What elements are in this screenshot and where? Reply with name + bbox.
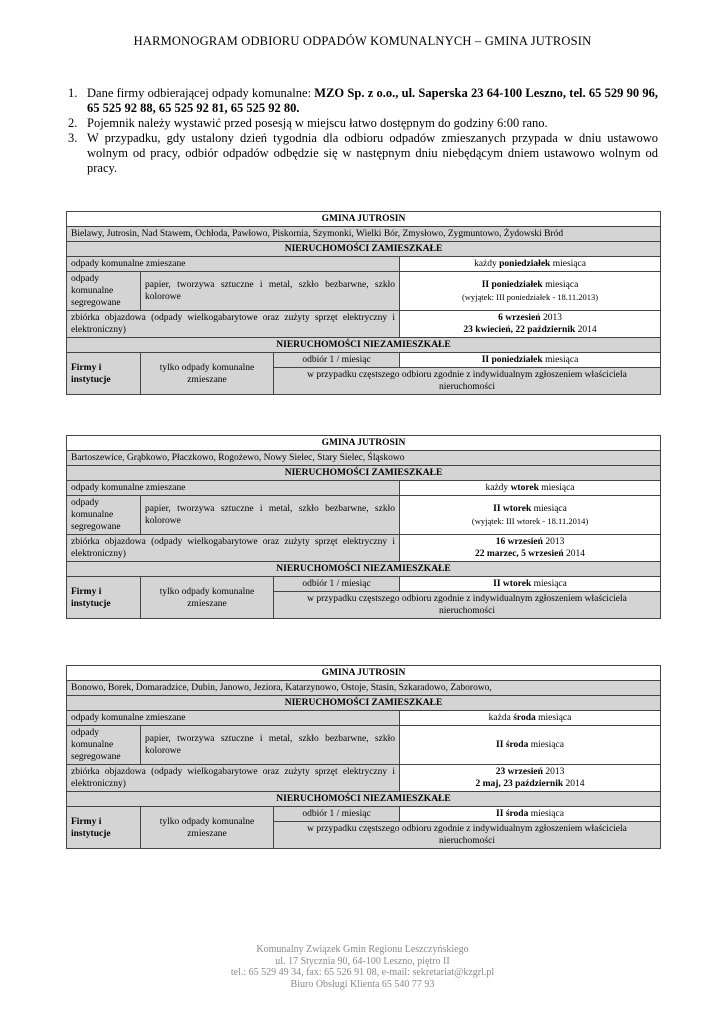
schedule-day: środa bbox=[513, 713, 536, 723]
footer-address: ul. 17 Stycznia 90, 64-100 Leszno, piętro II bbox=[275, 955, 450, 967]
bulky-waste-dates bbox=[400, 535, 661, 562]
schedule-day: II poniedziałek bbox=[481, 355, 543, 365]
bulky-waste-label: zbiórka objazdowa (odpady wielkogabarytowe oraz zużyty sprzęt elektryczny i elektroniczny) bbox=[67, 535, 400, 562]
schedule-table bbox=[66, 211, 661, 395]
frequent-collection-note: w przypadku częstszego odbioru zgodnie z indywidualnym zgłoszeniem właściciela nieruchomości bbox=[274, 822, 661, 849]
schedule-prefix: każdy bbox=[485, 483, 511, 493]
firms-label: Firmy i instytucje bbox=[67, 807, 141, 849]
village-list: Bonowo, Borek, Domaradzice, Dubin, Janowo, Jeziora, Katarzynowo, Ostoje, Stasin, Szkaradowo, Zaborowo, bbox=[67, 681, 661, 696]
bulky-year: 2014 bbox=[575, 325, 597, 335]
frequent-collection-note: w przypadku częstszego odbioru zgodnie z indywidualnym zgłoszeniem właściciela nieruchomości bbox=[274, 592, 661, 619]
collection-frequency: odbiór 1 / miesiąc bbox=[274, 353, 400, 368]
firms-waste-type: tylko odpady komunalne zmieszane bbox=[141, 577, 274, 619]
intro-text-normal: Dane firmy odbierającej odpady komunalne: bbox=[87, 86, 315, 100]
schedule-prefix: każdy bbox=[474, 259, 500, 269]
bulky-year: 2014 bbox=[563, 549, 586, 559]
schedule-exception: (wyjątek: III wtorek - 18.11.2014) bbox=[471, 516, 589, 526]
segregated-label: odpady komunalne segregowane bbox=[67, 496, 141, 535]
firms-schedule bbox=[400, 577, 661, 592]
schedule-suffix: miesiąca bbox=[535, 713, 572, 723]
segregated-types: papier, tworzywa sztuczne i metal, szkło bezbarwne, szkło kolorowe bbox=[141, 496, 400, 535]
schedule-suffix: miesiąca bbox=[550, 259, 586, 269]
section-zamieszkale: NIERUCHOMOŚCI ZAMIESZKAŁE bbox=[67, 466, 661, 481]
schedule-day: II środa bbox=[496, 740, 529, 750]
schedule-day: II poniedziałek bbox=[481, 280, 543, 290]
section-niezamieszkale: NIERUCHOMOŚCI NIEZAMIESZKAŁE bbox=[67, 792, 661, 807]
intro-item bbox=[68, 86, 658, 116]
mixed-waste-schedule bbox=[400, 711, 661, 726]
intro-text bbox=[87, 86, 658, 116]
schedule-suffix: miesiąca bbox=[542, 280, 579, 290]
schedule-prefix: każda bbox=[488, 713, 514, 723]
mixed-waste-label: odpady komunalne zmieszane bbox=[67, 257, 400, 272]
intro-text: Pojemnik należy wystawić przed posesją w miejscu łatwo dostępnym do godziny 6:00 rano. bbox=[87, 116, 548, 130]
bulky-waste-label: zbiórka objazdowa (odpady wielkogabarytowe oraz zużyty sprzęt elektryczny i elektroniczny) bbox=[67, 765, 400, 792]
schedule-suffix: miesiąca bbox=[531, 579, 567, 589]
schedule-suffix: miesiąca bbox=[528, 809, 564, 819]
schedule-suffix: miesiąca bbox=[538, 483, 575, 493]
firms-label: Firmy i instytucje bbox=[67, 353, 141, 395]
firms-label: Firmy i instytucje bbox=[67, 577, 141, 619]
segregated-label: odpady komunalne segregowane bbox=[67, 726, 141, 765]
page-title: HARMONOGRAM ODBIORU ODPADÓW KOMUNALNYCH – GMINA JUTROSIN bbox=[133, 34, 592, 48]
section-zamieszkale: NIERUCHOMOŚCI ZAMIESZKAŁE bbox=[67, 696, 661, 711]
bulky-year: 2013 bbox=[542, 537, 565, 547]
schedule-day: poniedziałek bbox=[499, 259, 551, 269]
intro-text: W przypadku, gdy ustalony dzień tygodnia dla odbioru odpadów zmieszanych przypada w dniu ustawowo wolnym od pracy, odbiór odpadów odbędzie się w następnym dniu niebędącym dniem ustawowo wolnym od pracy. bbox=[87, 131, 658, 175]
intro-item bbox=[68, 131, 658, 176]
schedule-table bbox=[66, 665, 661, 849]
schedule-exception: (wyjątek: III poniedziałek - 18.11.2013) bbox=[461, 292, 599, 302]
schedule-suffix: miesiąca bbox=[531, 504, 567, 514]
village-list: Bartoszewice, Grąbkowo, Płaczkowo, Rogożewo, Nowy Sielec, Stary Sielec, Śląskowo bbox=[67, 451, 661, 466]
bulky-waste-dates bbox=[400, 311, 661, 338]
footer bbox=[0, 944, 725, 990]
mixed-waste-label: odpady komunalne zmieszane bbox=[67, 481, 400, 496]
village-list: Bielawy, Jutrosin, Nad Stawem, Ochłoda, Pawłowo, Piskornia, Szymonki, Wielki Bór, Zmysłowo, Zygmuntowo, Żydowski Bród bbox=[67, 227, 661, 242]
company-contact: MZO Sp. z o.o., ul. Saperska 23 64-100 Leszno, tel. 65 529 90 96, 65 525 92 88, 65 525 92 81, 65 525 92 80. bbox=[87, 86, 658, 115]
firms-schedule bbox=[400, 353, 661, 368]
segregated-types: papier, tworzywa sztuczne i metal, szkło bezbarwne, szkło kolorowe bbox=[141, 726, 400, 765]
collection-frequency: odbiór 1 / miesiąc bbox=[274, 577, 400, 592]
mixed-waste-schedule bbox=[400, 257, 661, 272]
gmina-header: GMINA JUTROSIN bbox=[67, 212, 661, 227]
schedule-day: II wtorek bbox=[493, 579, 532, 589]
bulky-date: 6 wrzesień bbox=[498, 313, 541, 323]
segregated-label: odpady komunalne segregowane bbox=[67, 272, 141, 311]
mixed-waste-label: odpady komunalne zmieszane bbox=[67, 711, 400, 726]
bulky-year: 2013 bbox=[542, 767, 565, 777]
firms-waste-type: tylko odpady komunalne zmieszane bbox=[141, 353, 274, 395]
bulky-date: 23 wrzesień bbox=[495, 767, 543, 777]
bulky-date: 23 kwiecień, 22 październik bbox=[463, 325, 576, 335]
schedule-day: wtorek bbox=[510, 483, 539, 493]
footer-org-name: Komunalny Związek Gmin Regionu Leszczyńskiego bbox=[256, 944, 469, 955]
bulky-date: 2 maj, 23 październik bbox=[475, 779, 564, 789]
section-zamieszkale: NIERUCHOMOŚCI ZAMIESZKAŁE bbox=[67, 242, 661, 257]
bulky-date: 16 wrzesień bbox=[495, 537, 543, 547]
section-niezamieszkale: NIERUCHOMOŚCI NIEZAMIESZKAŁE bbox=[67, 562, 661, 577]
collection-frequency: odbiór 1 / miesiąc bbox=[274, 807, 400, 822]
segregated-schedule bbox=[400, 726, 661, 765]
footer-contact: tel.: 65 529 49 34, fax: 65 526 91 08, e-mail: sekretariat@kzgrl.pl bbox=[230, 967, 495, 978]
bulky-date: 22 marzec, 5 wrzesień bbox=[475, 549, 564, 559]
intro-number: 2. bbox=[68, 116, 78, 130]
segregated-types: papier, tworzywa sztuczne i metal, szkło bezbarwne, szkło kolorowe bbox=[141, 272, 400, 311]
intro-item bbox=[68, 116, 658, 131]
firms-schedule bbox=[400, 807, 661, 822]
segregated-schedule bbox=[400, 496, 661, 535]
schedule-suffix: miesiąca bbox=[528, 740, 564, 750]
frequent-collection-note: w przypadku częstszego odbioru zgodnie z indywidualnym zgłoszeniem właściciela nieruchomości bbox=[274, 368, 661, 395]
bulky-year: 2014 bbox=[563, 779, 585, 789]
gmina-header: GMINA JUTROSIN bbox=[67, 666, 661, 681]
firms-waste-type: tylko odpady komunalne zmieszane bbox=[141, 807, 274, 849]
schedule-suffix: miesiąca bbox=[542, 355, 579, 365]
gmina-header: GMINA JUTROSIN bbox=[67, 436, 661, 451]
mixed-waste-schedule bbox=[400, 481, 661, 496]
schedule-day: II środa bbox=[496, 809, 529, 819]
footer-customer-office: Biuro Obsługi Klienta 65 540 77 93 bbox=[290, 978, 435, 990]
intro-number: 3. bbox=[68, 131, 78, 145]
intro-number: 1. bbox=[68, 86, 78, 100]
bulky-waste-label: zbiórka objazdowa (odpady wielkogabarytowe oraz zużyty sprzęt elektryczny i elektroniczny) bbox=[67, 311, 400, 338]
intro-list bbox=[68, 86, 658, 176]
bulky-year: 2013 bbox=[540, 313, 562, 323]
bulky-waste-dates bbox=[400, 765, 661, 792]
section-niezamieszkale: NIERUCHOMOŚCI NIEZAMIESZKAŁE bbox=[67, 338, 661, 353]
schedule-day: II wtorek bbox=[493, 504, 532, 514]
segregated-schedule bbox=[400, 272, 661, 311]
schedule-table bbox=[66, 435, 661, 619]
